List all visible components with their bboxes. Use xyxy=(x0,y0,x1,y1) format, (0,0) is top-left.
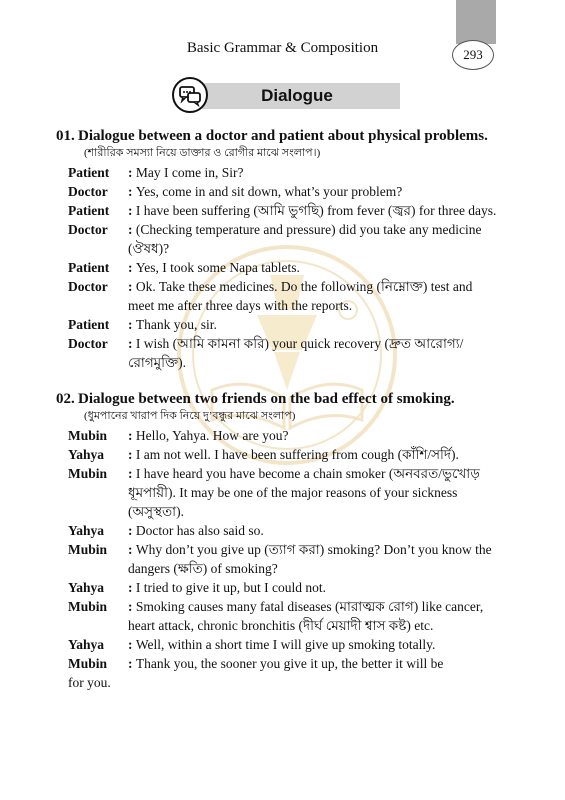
speaker-name: Patient xyxy=(68,317,110,332)
speech-text: Doctor has also said so. xyxy=(135,523,264,538)
dialogue-line: Yahya : I am not well. I have been suffering from cough (কাঁশি/সর্দি). xyxy=(56,445,500,464)
dialogue-line: Mubin : I have heard you have become a chain smoker (অনবরত/ভুখোড় ধূমপায়ী). It may be one of the major reasons of your sickness (অসুস্থতা). xyxy=(56,464,500,521)
dialogue-line: Doctor : Ok. Take these medicines. Do the following (নিম্নোক্ত) test and meet me after three days with the reports. xyxy=(56,277,500,315)
dialogue-line: Doctor : Yes, come in and sit down, what’s your problem? xyxy=(56,182,500,201)
speaker-name: Yahya xyxy=(68,637,105,652)
dialogue-line: Patient : May I come in, Sir? xyxy=(56,163,500,182)
dialogue-content xyxy=(56,127,500,692)
dialogue-title: Dialogue between a doctor and patient about physical problems. xyxy=(78,128,488,144)
speaker-name: Doctor xyxy=(68,336,108,351)
speaker-name: Doctor xyxy=(68,279,108,294)
section-title: Dialogue xyxy=(194,83,400,109)
speaker-name: Doctor xyxy=(68,222,108,237)
dialogue-line: Mubin : Hello, Yahya. How are you? xyxy=(56,426,500,445)
speaker-name: Yahya xyxy=(68,580,105,595)
dialogue-line: Yahya : Doctor has also said so. xyxy=(56,521,500,540)
speech-text: Ok. Take these medicines. Do the following (নিম্নোক্ত) test and meet me after three days with the reports. xyxy=(128,279,473,313)
speaker-name: Mubin xyxy=(68,466,108,481)
dialogue-2-heading xyxy=(56,390,500,408)
dialogue-gloss: (ধুমপানের খারাপ দিক নিয়ে দু’বন্ধুর মাঝে সংলাপ) xyxy=(84,410,296,422)
speech-text: I am not well. I have been suffering from cough (কাঁশি/সর্দি). xyxy=(135,447,459,462)
speaker-name: Mubin xyxy=(68,656,108,671)
page-number: 293 xyxy=(452,40,494,70)
dialogue-line: Doctor : I wish (আমি কামনা করি) your quick recovery (দ্রুত আরোগ্য/রোগমুক্তি). xyxy=(56,334,500,372)
dialogue-line: Patient : I have been suffering (আমি ভুগছি) from fever (জ্বর) for three days. xyxy=(56,201,500,220)
chat-bubbles-icon xyxy=(172,77,208,113)
speaker-name: Mubin xyxy=(68,428,108,443)
dialogue-line: Mubin : Why don’t you give up (ত্যাগ করা) smoking? Don’t you know the dangers (ক্ষতি) of smoking? xyxy=(56,540,500,578)
speech-text: I wish (আমি কামনা করি) your quick recovery (দ্রুত আরোগ্য/রোগমুক্তি). xyxy=(128,336,464,370)
dialogue-line: Mubin : Smoking causes many fatal diseases (মারাত্মক রোগ) like cancer, heart attack, chronic bronchitis (দীর্ঘ মেয়াদী শ্বাস কষ্ট) etc. xyxy=(56,597,500,635)
dialogue-line: Patient : Yes, I took some Napa tablets. xyxy=(56,258,500,277)
running-header: Basic Grammar & Composition xyxy=(186,40,379,56)
dialogue-line: Yahya : Well, within a short time I will give up smoking totally. xyxy=(56,635,500,654)
speaker-name: Mubin xyxy=(68,599,108,614)
speech-text: I tried to give it up, but I could not. xyxy=(135,580,326,595)
speech-text: I have heard you have become a chain smoker (অনবরত/ভুখোড় ধূমপায়ী). It may be one of the major reasons of your sickness (অসুস্থতা). xyxy=(128,466,480,519)
speech-text: Thank you, sir. xyxy=(135,317,217,332)
speech-text: Why don’t you give up (ত্যাগ করা) smoking? Don’t you know the dangers (ক্ষতি) of smoking? xyxy=(128,542,492,576)
speaker-name: Patient xyxy=(68,203,110,218)
speaker-name: Yahya xyxy=(68,523,105,538)
dialogue-1-heading xyxy=(56,127,500,145)
speech-text: Yes, come in and sit down, what’s your problem? xyxy=(135,184,403,199)
speech-text: Thank you, the sooner you give it up, the better it will be xyxy=(135,656,444,671)
dialogue-line: Patient : Thank you, sir. xyxy=(56,315,500,334)
dialogue-gloss: (শারীরিক সমস্যা নিয়ে ডাক্তার ও রোগীর মাঝে সংলাপ।) xyxy=(84,147,321,159)
speech-continuation: for you. xyxy=(68,675,111,690)
section-banner xyxy=(180,83,400,109)
speaker-name: Doctor xyxy=(68,184,108,199)
speech-text: May I come in, Sir? xyxy=(135,165,244,180)
dialogue-line: Yahya : I tried to give it up, but I could not. xyxy=(56,578,500,597)
speech-text: Hello, Yahya. How are you? xyxy=(135,428,289,443)
speech-text: I have been suffering (আমি ভুগছি) from fever (জ্বর) for three days. xyxy=(135,203,497,218)
page-corner-tab xyxy=(456,0,496,44)
dialogue-line: Doctor : (Checking temperature and pressure) did you take any medicine (ঔষধ)? xyxy=(56,220,500,258)
dialogue-line: Mubin : Thank you, the sooner you give it up, the better it will be xyxy=(56,654,500,673)
speaker-name: Patient xyxy=(68,260,110,275)
speech-text: Well, within a short time I will give up smoking totally. xyxy=(135,637,436,652)
speech-text: Smoking causes many fatal diseases (মারাত্মক রোগ) like cancer, heart attack, chronic bronchitis (দীর্ঘ মেয়াদী শ্বাস কষ্ট) etc. xyxy=(128,599,484,633)
speech-text: (Checking temperature and pressure) did you take any medicine (ঔষধ)? xyxy=(128,222,482,256)
speaker-name: Yahya xyxy=(68,447,105,462)
dialogue-number: 02. xyxy=(56,391,75,407)
dialogue-title: Dialogue between two friends on the bad effect of smoking. xyxy=(78,391,455,407)
speaker-name: Patient xyxy=(68,165,110,180)
dialogue-number: 01. xyxy=(56,128,75,144)
speaker-name: Mubin xyxy=(68,542,108,557)
speech-text: Yes, I took some Napa tablets. xyxy=(135,260,300,275)
